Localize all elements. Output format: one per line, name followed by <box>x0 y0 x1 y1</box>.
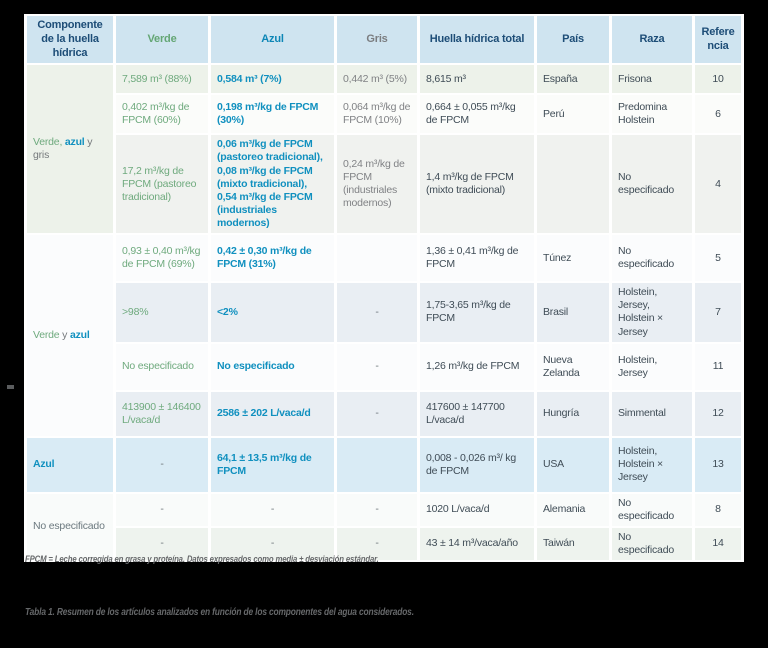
col-header-referencia: Referencia <box>695 16 741 63</box>
cell-total: 1,4 m³/kg de FPCM (mixto tradicional) <box>420 135 534 233</box>
cell-verde: - <box>116 494 208 526</box>
group-label-segment: azul <box>64 136 85 149</box>
table-row <box>27 283 741 342</box>
cell-referencia: 11 <box>695 344 741 390</box>
cell-pais: Túnez <box>537 235 609 281</box>
col-header-azul: Azul <box>211 16 334 63</box>
cell-raza: Simmental <box>612 392 692 436</box>
cell-referencia: 8 <box>695 494 741 526</box>
cell-verde: 17,2 m³/kg de FPCM (pastoreo tradicional) <box>116 135 208 233</box>
cell-azul: 0,42 ± 0,30 m³/kg de FPCM (31%) <box>211 235 334 281</box>
cell-raza: No especificado <box>612 494 692 526</box>
cell-raza: Holstein, Jersey <box>612 344 692 390</box>
cell-pais: Taiwán <box>537 528 609 560</box>
group-label-segment: Verde <box>33 328 63 341</box>
cell-azul: 0,198 m³/kg de FPCM (30%) <box>211 95 334 133</box>
table-row <box>27 235 741 281</box>
cell-gris: 0,064 m³/kg de FPCM (10%) <box>337 95 417 133</box>
group-label-segment: Verde, <box>33 136 65 149</box>
cell-total: 8,615 m³ <box>420 65 534 93</box>
cell-verde: 0,402 m³/kg de FPCM (60%) <box>116 95 208 133</box>
group-label-segment: No especificado <box>33 520 105 533</box>
cell-pais: Alemania <box>537 494 609 526</box>
group-cell-verde-azul <box>27 235 113 436</box>
group-cell-azul <box>27 438 113 492</box>
cell-total: 0,664 ± 0,055 m³/kg de FPCM <box>420 95 534 133</box>
fpcm-footnote: FPCM = Leche corregida en grasa y proteína. Datos expresados como media ± desviación estándar. <box>25 554 379 565</box>
cell-gris <box>337 235 417 281</box>
cell-referencia: 13 <box>695 438 741 492</box>
cell-azul: - <box>211 528 334 560</box>
cell-gris: - <box>337 283 417 342</box>
cell-referencia: 12 <box>695 392 741 436</box>
cell-total: 0,008 - 0,026 m³/ kg de FPCM <box>420 438 534 492</box>
cell-raza: Frisona <box>612 65 692 93</box>
cell-gris: - <box>337 344 417 390</box>
cell-verde: 413900 ± 146400 L/vaca/d <box>116 392 208 436</box>
cell-referencia: 10 <box>695 65 741 93</box>
col-header-raza: Raza <box>612 16 692 63</box>
table-row <box>27 438 741 492</box>
cell-referencia: 14 <box>695 528 741 560</box>
cell-azul: 0,584 m³ (7%) <box>211 65 334 93</box>
cell-referencia: 5 <box>695 235 741 281</box>
cell-verde: - <box>116 528 208 560</box>
table-caption: Tabla 1. Resumen de los artículos analizados en función de los componentes del agua considerados. <box>25 606 414 618</box>
table-row <box>27 494 741 526</box>
cell-gris: 0,442 m³ (5%) <box>337 65 417 93</box>
data-table <box>24 14 744 562</box>
group-cell-verde-azul-gris <box>27 65 113 233</box>
cell-referencia: 4 <box>695 135 741 233</box>
group-cell-no-especificado <box>27 494 113 561</box>
cell-azul: No especificado <box>211 344 334 390</box>
cell-gris: 0,24 m³/kg de FPCM (industriales modernos) <box>337 135 417 233</box>
table-row <box>27 392 741 436</box>
col-header-gris: Gris <box>337 16 417 63</box>
cell-referencia: 6 <box>695 95 741 133</box>
cell-azul: 0,06 m³/kg de FPCM (pastoreo tradicional), 0,08 m³/kg de FPCM (mixto tradicional), 0,54 m³/kg de FPCM (industriales modernos) <box>211 135 334 233</box>
col-header-verde: Verde <box>116 16 208 63</box>
cell-total: 43 ± 14 m³/vaca/año <box>420 528 534 560</box>
cell-total: 1020 L/vaca/d <box>420 494 534 526</box>
cell-pais: Hungría <box>537 392 609 436</box>
water-footprint-table <box>24 14 744 562</box>
cell-pais: España <box>537 65 609 93</box>
cell-raza: No especificado <box>612 235 692 281</box>
cell-verde: - <box>116 438 208 492</box>
group-label-segment: y gris <box>33 136 93 162</box>
cell-verde: >98% <box>116 283 208 342</box>
table-row <box>27 344 741 390</box>
cell-azul: - <box>211 494 334 526</box>
cell-raza: Holstein, Holstein × Jersey <box>612 438 692 492</box>
cell-verde: 0,93 ± 0,40 m³/kg de FPCM (69%) <box>116 235 208 281</box>
table-row <box>27 135 741 233</box>
table-row <box>27 95 741 133</box>
cell-gris <box>337 438 417 492</box>
cell-raza: Holstein, Jersey, Holstein × Jersey <box>612 283 692 342</box>
cell-total: 417600 ± 147700 L/vaca/d <box>420 392 534 436</box>
cell-gris: - <box>337 494 417 526</box>
cell-gris: - <box>337 392 417 436</box>
group-label-segment: y <box>62 328 70 341</box>
cell-azul: <2% <box>211 283 334 342</box>
cell-raza: No especificado <box>612 135 692 233</box>
cell-azul: 64,1 ± 13,5 m³/kg de FPCM <box>211 438 334 492</box>
cell-gris: - <box>337 528 417 560</box>
cell-raza: Predomina Holstein <box>612 95 692 133</box>
cell-total: 1,26 m³/kg de FPCM <box>420 344 534 390</box>
cell-pais: Nueva Zelanda <box>537 344 609 390</box>
cell-total: 1,36 ± 0,41 m³/kg de FPCM <box>420 235 534 281</box>
cell-azul: 2586 ± 202 L/vaca/d <box>211 392 334 436</box>
cell-raza: No especificado <box>612 528 692 560</box>
cell-verde: 7,589 m³ (88%) <box>116 65 208 93</box>
table-row <box>27 65 741 93</box>
cell-total: 1,75-3,65 m³/kg de FPCM <box>420 283 534 342</box>
cell-pais: Brasil <box>537 283 609 342</box>
group-label-segment: Azul <box>33 458 55 471</box>
header-row <box>27 16 741 63</box>
group-label-segment: azul <box>69 328 90 341</box>
col-header-componente: Componente de la huella hídrica <box>27 16 113 63</box>
cell-referencia: 7 <box>695 283 741 342</box>
col-header-pais: País <box>537 16 609 63</box>
col-header-total: Huella hídrica total <box>420 16 534 63</box>
cell-pais: Perú <box>537 95 609 133</box>
stray-mark <box>7 385 14 389</box>
cell-pais <box>537 135 609 233</box>
cell-pais: USA <box>537 438 609 492</box>
cell-verde: No especificado <box>116 344 208 390</box>
